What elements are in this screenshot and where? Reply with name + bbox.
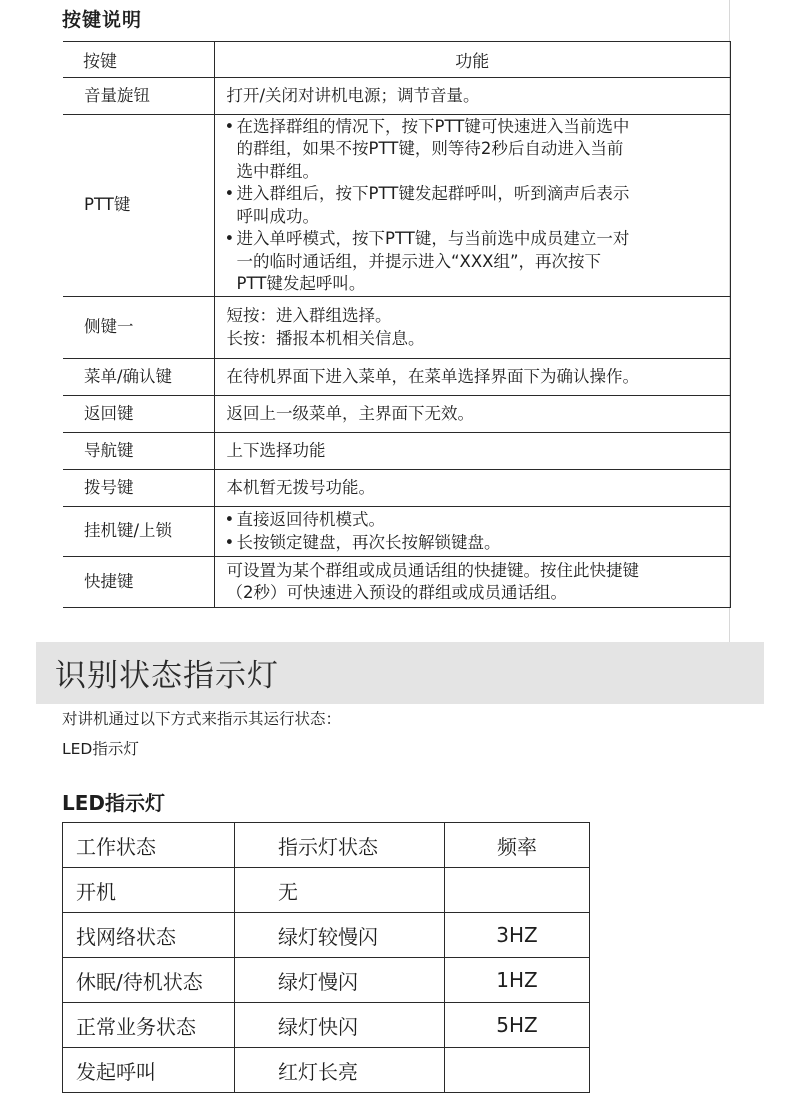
table-row [63,297,731,359]
text-line: PTT键发起呼叫。 [236,274,366,293]
table-row [63,470,731,507]
led-status-table [62,822,590,1093]
led-state-cell: 休眠/待机状态 [63,958,235,1003]
table-row [63,913,590,958]
led-light-cell: 红灯长亮 [235,1048,445,1093]
led-frequency-cell: 1HZ [445,958,590,1003]
key-function-cell [214,470,731,507]
text-line: 长按：播报本机相关信息。 [226,328,425,348]
led-light-cell: 绿灯快闪 [235,1003,445,1048]
header-frequency: 频率 [445,823,590,868]
led-state-cell: 发起呼叫 [63,1048,235,1093]
key-name-cell: 菜单/确认键 [63,359,214,396]
table-header-row [63,42,731,78]
key-name-cell: 返回键 [63,396,214,433]
bullet-item [223,228,725,296]
table-row [63,1003,590,1048]
led-light-cell: 绿灯慢闪 [235,958,445,1003]
bullet-item [223,509,725,532]
text-line: 的群组，如果不按PTT键，则等待2秒后自动进入当前 [236,139,624,158]
key-name-cell: 音量旋钮 [63,78,214,115]
text-line: 打开/关闭对讲机电源；调节音量。 [226,85,480,105]
led-light-cell: 无 [235,868,445,913]
text-line: 可设置为某个群组或成员通话组的快捷键。按住此快捷键 [226,560,639,580]
led-frequency-cell [445,868,590,913]
table-row [63,396,731,433]
table-header-row [63,823,590,868]
key-function-cell [214,507,731,557]
key-name-cell: 导航键 [63,433,214,470]
key-section-title: 按键说明 [62,9,143,31]
status-intro-text: 对讲机通过以下方式来指示其运行状态： [62,710,342,728]
header-function: 功能 [214,42,731,78]
key-function-cell [214,115,731,297]
text-line: 短按：进入群组选择。 [226,306,392,325]
led-state-cell: 正常业务状态 [63,1003,235,1048]
table-row [63,868,590,913]
bullet-item [223,532,725,555]
led-state-cell: 开机 [63,868,235,913]
table-row [63,557,731,608]
bullet-item [223,116,725,184]
text-line: 上下选择功能 [226,440,326,460]
key-name-cell: 快捷键 [63,557,214,608]
table-row [63,1048,590,1093]
led-table-title: LED指示灯 [62,791,166,815]
key-function-cell [214,297,731,359]
text-line: • 直接返回待机模式。 [236,510,385,529]
key-function-cell [214,396,731,433]
key-function-cell [214,433,731,470]
key-name-cell: PTT键 [63,115,214,297]
led-frequency-cell [445,1048,590,1093]
key-function-cell [214,78,731,115]
key-function-cell [214,359,731,396]
text-line: （2秒）可快速进入预设的群组或成员通话组。 [226,583,567,602]
text-line: • 长按锁定键盘，再次长按解锁键盘。 [236,532,501,552]
led-frequency-cell: 3HZ [445,913,590,958]
text-line: • 进入单呼模式，按下PTT键，与当前选中成员建立一对 [236,229,630,248]
led-state-cell: 找网络状态 [63,913,235,958]
header-key: 按键 [63,42,214,78]
text-line: 呼叫成功。 [236,206,319,226]
header-state: 工作状态 [63,823,235,868]
header-light: 指示灯状态 [235,823,445,868]
key-function-cell [214,557,731,608]
status-sub-intro: LED指示灯 [62,740,139,758]
text-line: 在待机界面下进入菜单，在菜单选择界面下为确认操作。 [226,366,639,386]
table-row [63,78,731,115]
text-line: 返回上一级菜单，主界面下无效。 [226,403,474,423]
key-name-cell: 侧键一 [63,297,214,359]
table-row [63,115,731,297]
led-light-cell: 绿灯较慢闪 [235,913,445,958]
text-line: 一的临时通话组，并提示进入“XXX组”，再次按下 [236,251,602,271]
key-name-cell: 挂机键/上锁 [63,507,214,557]
text-line: 本机暂无拨号功能。 [226,477,375,497]
table-row [63,507,731,557]
led-frequency-cell: 5HZ [445,1003,590,1048]
text-line: • 在选择群组的情况下，按下PTT键可快速进入当前选中 [236,116,630,136]
status-section-title: 识别状态指示灯 [55,658,279,694]
bullet-item [223,183,725,228]
key-function-table [63,41,731,608]
text-line: • 进入群组后，按下PTT键发起群呼叫，听到滴声后表示 [236,184,630,203]
text-line: 选中群组。 [236,161,319,181]
table-row [63,359,731,396]
table-row [63,433,731,470]
key-name-cell: 拨号键 [63,470,214,507]
table-row [63,958,590,1003]
